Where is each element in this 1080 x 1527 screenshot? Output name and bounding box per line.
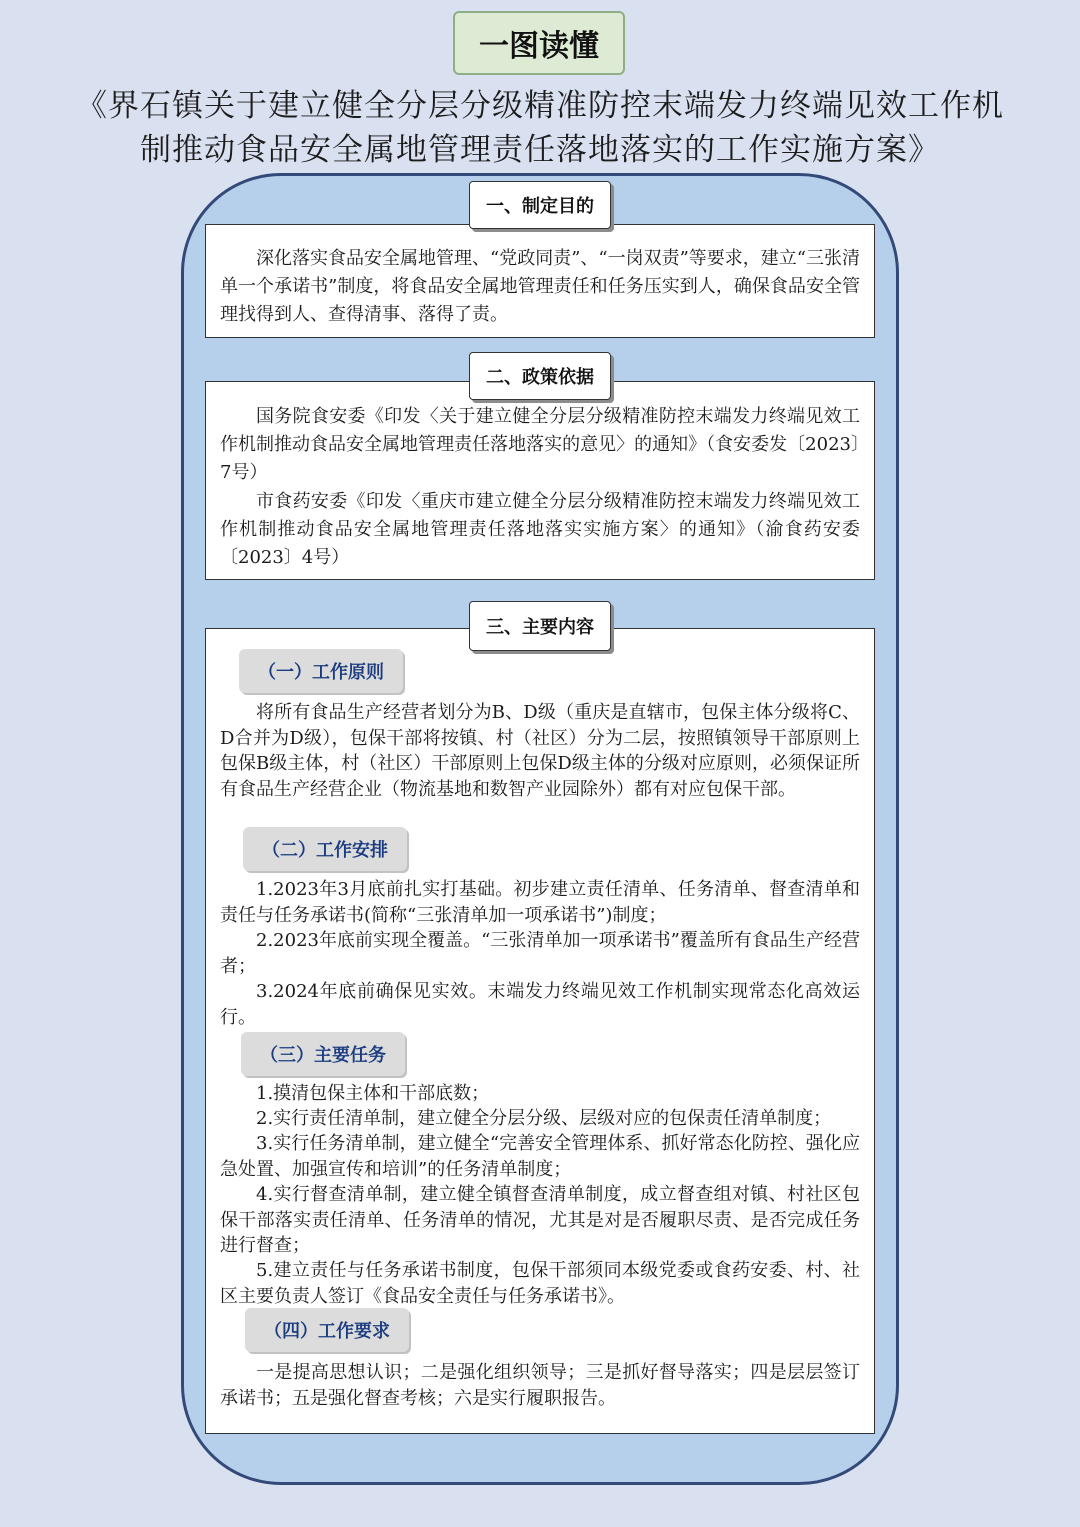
document-title-line-1: 《界石镇关于建立健全分层分级精准防控末端发力终端见效工作机 [76,88,1004,124]
section-heading-purpose: 一、制定目的 [469,181,611,229]
document-title [60,84,1020,172]
subsection-heading-arrangement: （二）工作安排 [243,827,407,871]
purpose-text: 深化落实食品安全属地管理、“党政同责”、“一岗双责”等要求，建立“三张清单一个承诺书”制度，将食品安全属地管理责任和任务压实到人，确保食品安全管理找得到人、查得清事、落得了责。 [220,248,861,325]
task-item-4: 4.实行督查清单制，建立健全镇督查清单制度，成立督查组对镇、村社区包保干部落实责任清单、任务清单的情况，尤其是对是否履职尽责、是否完成任务进行督查； [220,1184,860,1256]
section-heading-policy: 二、政策依据 [469,352,611,400]
policy-text-2: 市食药安委《印发〈重庆市建立健全分层分级精准防控末端发力终端见效工作机制推动食品安全属地管理责任落地落实实施方案〉的通知》（渝食药安委〔2023〕4号） [220,491,860,568]
arrangement-item-2: 2.2023年底前实现全覆盖。“三张清单加一项承诺书”覆盖所有食品生产经营者； [220,930,860,977]
principles-text: 将所有食品生产经营者划分为B、D级（重庆是直辖市，包保主体分级将C、D合并为D级），包保干部将按镇、村（社区）分为二层，按照镇领导干部原则上包保B级主体，村（社区）干部原则上包保D级主体的分级对应原则，必须保证所有食品生产经营企业（物流基地和数智产业园除外）都有对应包保干部。 [220,702,860,800]
arrangement-item-3: 3.2024年底前确保见实效。末端发力终端见效工作机制实现常态化高效运行。 [220,981,860,1028]
requirements-text: 一是提高思想认识；二是强化组织领导；三是抓好督导落实；四是层层签订承诺书；五是强化督查考核；六是实行履职报告。 [220,1362,860,1409]
arrangement-item-1: 1.2023年3月底前扎实打基础。初步建立责任清单、任务清单、督查清单和责任与任务承诺书(简称“三张清单加一项承诺书”)制度； [220,879,860,926]
page-badge: 一图读懂 [453,11,625,75]
subsection-heading-principles: （一）工作原则 [239,649,403,693]
task-item-2: 2.实行责任清单制，建立健全分层分级、层级对应的包保责任清单制度； [256,1108,832,1129]
task-item-5: 5.建立责任与任务承诺书制度，包保干部须同本级党委或食药安委、村、社区主要负责人签订《食品安全责任与任务承诺书》。 [220,1260,860,1307]
subsection-heading-requirements: （四）工作要求 [245,1308,409,1352]
subsection-heading-tasks: （三）主要任务 [241,1032,405,1076]
section-heading-main: 三、主要内容 [469,601,611,651]
policy-text-1: 国务院食安委《印发〈关于建立健全分层分级精准防控末端发力终端见效工作机制推动食品安全属地管理责任落地落实的意见〉的通知》（食安委发〔2023〕7号） [220,406,860,483]
task-item-3: 3.实行任务清单制，建立健全“完善安全管理体系、抓好常态化防控、强化应急处置、加强宣传和培训”的任务清单制度； [220,1133,860,1180]
task-item-1: 1.摸清包保主体和干部底数； [256,1083,490,1104]
document-title-line-2: 制推动食品安全属地管理责任落地落实的工作实施方案》 [140,132,940,168]
